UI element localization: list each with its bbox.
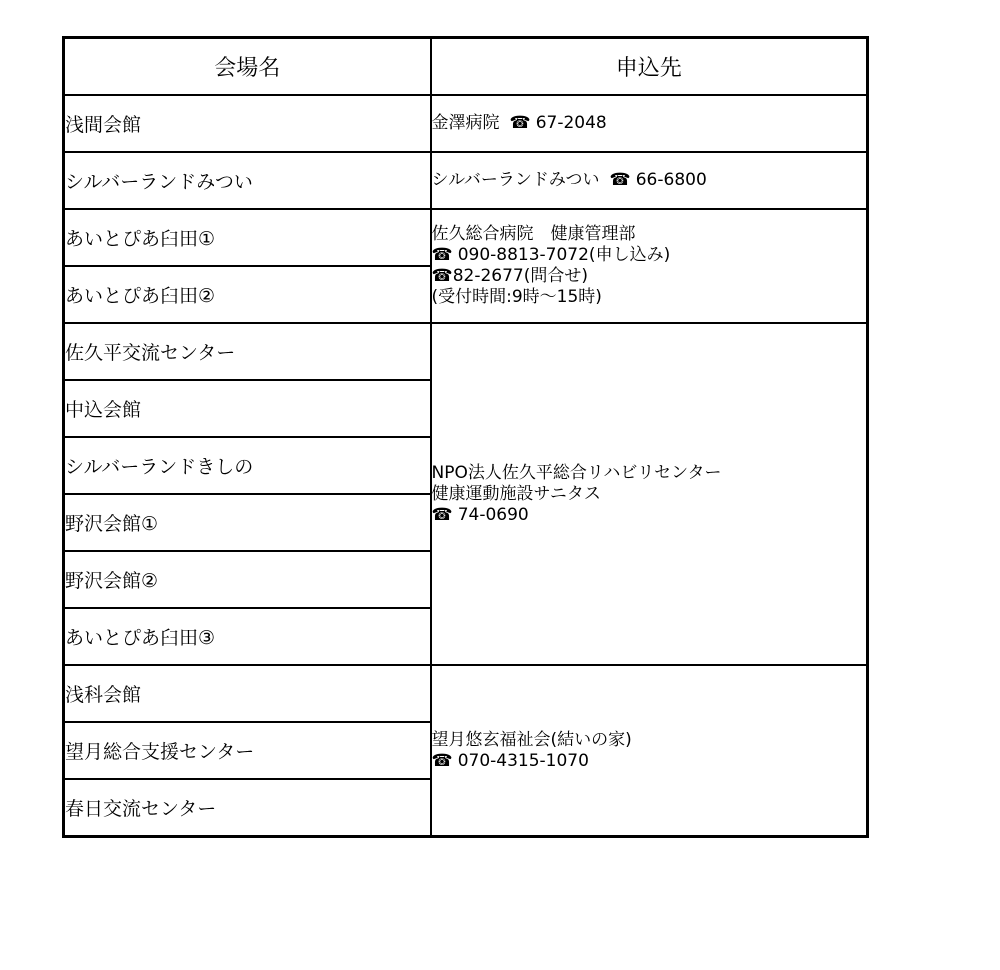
contact-phone-line [432, 266, 867, 287]
table-row [64, 323, 868, 380]
venue-cell: あいとぴあ臼田② [64, 266, 431, 323]
table-row [64, 95, 868, 152]
contact-cell-group3 [431, 665, 868, 837]
contact-phone-line [432, 751, 867, 772]
table-header-row [64, 38, 868, 96]
venue-cell: 中込会館 [64, 380, 431, 437]
contact-hours: (受付時間:9時～15時) [431, 287, 602, 307]
venue-cell: 浅間会館 [64, 95, 431, 152]
venue-cell: 春日交流センター [64, 779, 431, 837]
phone-icon: ☎ [609, 170, 631, 190]
venue-cell: 望月総合支援センター [64, 722, 431, 779]
contact-cell-group1 [431, 209, 868, 323]
contact-phone: 090-8813-7072(申し込み) [457, 245, 671, 265]
contact-phone: 070-4315-1070 [457, 750, 589, 771]
venue-cell: あいとぴあ臼田③ [64, 608, 431, 665]
phone-icon: ☎ [431, 504, 453, 525]
contact-name: 金澤病院 [431, 113, 500, 133]
phone-icon: ☎ [431, 266, 453, 286]
venue-cell: 浅科会館 [64, 665, 431, 722]
table-row [64, 209, 868, 266]
contact-cell [431, 152, 868, 209]
venue-cell: シルバーランドみつい [64, 152, 431, 209]
contact-facility: 健康運動施設サニタス [431, 483, 601, 504]
venue-cell: 野沢会館② [64, 551, 431, 608]
contact-phone: 82-2677(問合せ) [452, 266, 588, 286]
phone-icon: ☎ [431, 245, 453, 265]
venue-cell: 野沢会館① [64, 494, 431, 551]
contact-name: NPO法人佐久平総合リハビリセンター [431, 462, 722, 483]
contact-phone: 67-2048 [535, 113, 607, 133]
venue-cell: 佐久平交流センター [64, 323, 431, 380]
phone-icon: ☎ [431, 750, 453, 771]
table-row [64, 665, 868, 722]
venue-cell: シルバーランドきしの [64, 437, 431, 494]
contact-name: 望月悠玄福祉会(結いの家) [431, 729, 632, 750]
contact-phone: 66-6800 [635, 170, 707, 190]
contact-phone-line [432, 245, 867, 266]
contact-name: 佐久総合病院 健康管理部 [431, 224, 636, 244]
contact-phone: 74-0690 [457, 504, 529, 525]
venue-cell: あいとぴあ臼田① [64, 209, 431, 266]
contact-name: シルバーランドみつい [431, 170, 600, 190]
contact-phone-line [432, 505, 867, 526]
venue-contact-table [62, 36, 869, 838]
header-contact: 申込先 [431, 38, 868, 96]
contact-cell [431, 95, 868, 152]
table-row [64, 152, 868, 209]
header-venue: 会場名 [64, 38, 431, 96]
contact-cell-group2 [431, 323, 868, 665]
phone-icon: ☎ [509, 113, 531, 133]
